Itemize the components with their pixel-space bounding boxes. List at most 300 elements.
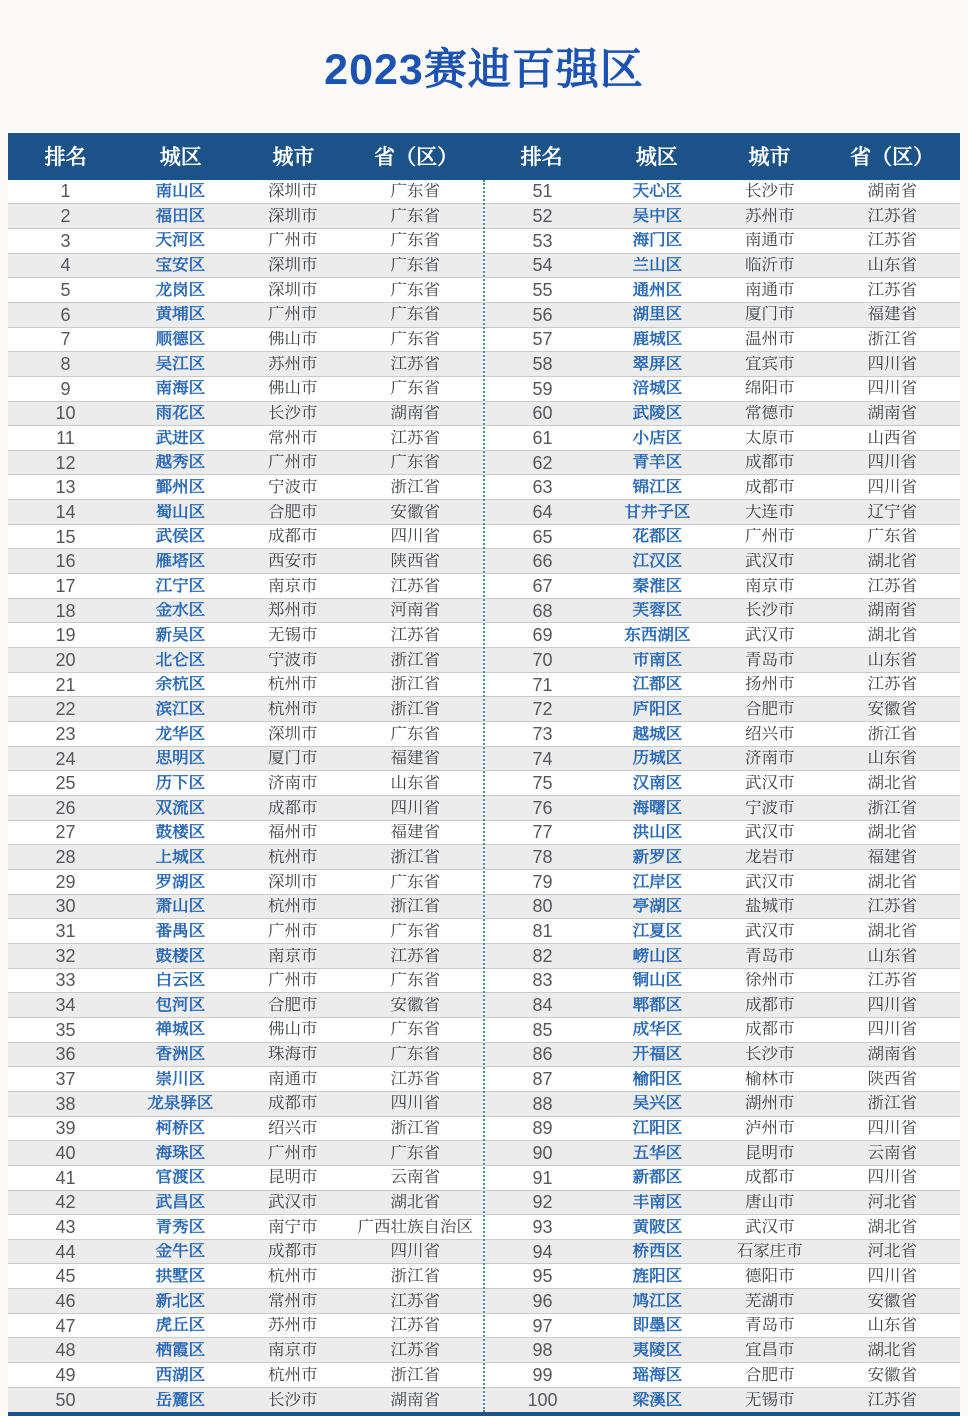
district-cell: 宝安区: [155, 257, 206, 274]
table-row: [485, 303, 960, 328]
province-cell: 湖南省: [867, 1046, 918, 1063]
city-cell: 南京市: [267, 1342, 318, 1359]
col-header-district: 城区: [635, 146, 678, 170]
district-cell: 鼓楼区: [155, 824, 206, 841]
province-cell: 江苏省: [390, 355, 441, 373]
table-row: [485, 204, 960, 229]
province-cell: 江苏省: [390, 947, 441, 965]
rank-cell: 100: [527, 1391, 558, 1410]
province-cell: 湖南省: [390, 1391, 441, 1409]
district-cell: 榆阳区: [632, 1070, 683, 1088]
rank-cell: 24: [55, 749, 76, 768]
rank-cell: 39: [55, 1119, 76, 1138]
rank-cell: 43: [55, 1217, 76, 1236]
province-cell: 江苏省: [867, 1391, 918, 1409]
province-cell: 安徽省: [390, 503, 441, 521]
province-cell: 安徽省: [867, 700, 918, 718]
rank-cell: 14: [55, 502, 76, 521]
district-cell: 鄞州区: [155, 479, 206, 496]
city-cell: 成都市: [744, 454, 795, 471]
province-cell: 广东省: [390, 281, 441, 299]
table-row: [485, 451, 960, 476]
district-cell: 番禺区: [155, 922, 206, 940]
city-cell: 深圳市: [267, 207, 318, 225]
district-cell: 东西湖区: [624, 626, 691, 644]
rank-cell: 11: [56, 428, 75, 447]
table-row: [8, 648, 483, 673]
table-body: [8, 180, 960, 1413]
province-cell: 广东省: [390, 331, 441, 348]
city-cell: 杭州市: [267, 676, 318, 693]
table-row: [8, 303, 483, 328]
city-cell: 无锡市: [744, 1391, 795, 1409]
province-cell: 福建省: [390, 824, 441, 841]
table-row: [485, 1043, 960, 1068]
rank-cell: 50: [55, 1391, 76, 1410]
rank-cell: 33: [55, 971, 76, 990]
province-cell: 广东省: [390, 725, 441, 743]
city-cell: 青岛市: [744, 947, 795, 965]
province-cell: 广东省: [390, 306, 441, 323]
city-cell: 常州市: [267, 1292, 318, 1310]
province-cell: 江苏省: [867, 676, 918, 693]
col-header-province: 省（区）: [850, 146, 935, 170]
district-cell: 海曙区: [632, 799, 683, 817]
rank-cell: 84: [532, 996, 553, 1015]
city-cell: 合肥市: [267, 503, 318, 521]
city-cell: 长沙市: [267, 1391, 318, 1409]
province-cell: 广东省: [390, 232, 441, 249]
province-cell: 湖北省: [867, 873, 918, 891]
district-cell: 芙蓉区: [632, 602, 683, 619]
table-row: [485, 993, 960, 1018]
rank-cell: 19: [55, 626, 76, 645]
district-cell: 吴中区: [632, 207, 683, 225]
district-cell: 海珠区: [155, 1144, 206, 1162]
province-cell: 江苏省: [867, 972, 918, 989]
table-row: [8, 451, 483, 476]
city-cell: 长沙市: [744, 183, 795, 200]
rank-cell: 29: [55, 872, 76, 891]
district-cell: 香洲区: [155, 1046, 206, 1063]
province-cell: 湖北省: [867, 824, 918, 841]
city-cell: 芜湖市: [744, 1292, 795, 1310]
table-header-left: [8, 133, 484, 180]
city-cell: 武汉市: [744, 873, 795, 891]
district-cell: 市南区: [632, 651, 683, 669]
province-cell: 山东省: [867, 257, 918, 274]
table-row: [8, 352, 483, 377]
rank-cell: 2: [60, 207, 71, 226]
district-cell: 江宁区: [155, 577, 206, 595]
district-cell: 旌阳区: [632, 1268, 683, 1285]
rank-cell: 71: [532, 675, 553, 694]
district-cell: 江都区: [632, 676, 683, 693]
province-cell: 河北省: [867, 1243, 918, 1260]
district-cell: 越秀区: [155, 454, 206, 471]
city-cell: 珠海市: [267, 1046, 318, 1063]
province-cell: 山东省: [867, 651, 918, 669]
city-cell: 武汉市: [744, 553, 795, 570]
district-cell: 五华区: [632, 1144, 683, 1162]
table-row: [485, 328, 960, 353]
district-cell: 上城区: [155, 848, 206, 866]
rank-cell: 40: [55, 1144, 76, 1163]
city-cell: 临沂市: [744, 257, 795, 274]
district-cell: 历下区: [155, 774, 206, 792]
col-header-district: 城区: [159, 146, 202, 170]
table-row: [485, 796, 960, 821]
province-cell: 浙江省: [390, 1366, 441, 1384]
district-cell: 湖里区: [632, 306, 683, 323]
table-row: [485, 475, 960, 500]
col-header-rank: 排名: [44, 146, 87, 170]
province-cell: 四川省: [867, 1169, 918, 1186]
province-cell: 四川省: [867, 380, 918, 397]
city-cell: 深圳市: [267, 183, 318, 200]
province-cell: 浙江省: [390, 1120, 441, 1137]
city-cell: 长沙市: [744, 1046, 795, 1063]
city-cell: 合肥市: [744, 1366, 795, 1384]
province-cell: 山东省: [867, 1317, 918, 1334]
rank-cell: 25: [55, 774, 76, 793]
district-cell: 汉南区: [632, 774, 683, 792]
district-cell: 包河区: [155, 996, 206, 1014]
city-cell: 厦门市: [744, 306, 795, 323]
city-cell: 成都市: [267, 1243, 318, 1260]
city-cell: 南京市: [744, 577, 795, 595]
province-cell: 湖北省: [867, 626, 918, 644]
district-cell: 官渡区: [155, 1169, 206, 1186]
district-cell: 新都区: [632, 1169, 683, 1186]
district-cell: 黄埔区: [155, 306, 206, 323]
rank-cell: 1: [60, 182, 71, 201]
city-cell: 常德市: [744, 405, 795, 422]
table-row: [485, 1363, 960, 1388]
rank-cell: 89: [532, 1119, 553, 1138]
province-cell: 广东省: [390, 454, 441, 471]
city-cell: 广州市: [267, 1144, 318, 1162]
city-cell: 徐州市: [744, 972, 795, 989]
rank-cell: 30: [55, 897, 76, 916]
rank-cell: 41: [55, 1168, 76, 1187]
city-cell: 西安市: [267, 553, 318, 570]
province-cell: 广东省: [390, 873, 441, 891]
province-cell: 江苏省: [390, 1070, 441, 1088]
district-cell: 吴江区: [155, 355, 206, 373]
city-cell: 济南市: [744, 750, 795, 767]
table-row: [8, 1314, 483, 1339]
district-cell: 南山区: [155, 183, 206, 200]
table-row: [485, 722, 960, 747]
province-cell: 山东省: [867, 750, 918, 767]
table-row: [8, 870, 483, 895]
table-row: [485, 1240, 960, 1265]
district-cell: 青羊区: [632, 454, 683, 471]
table-row: [485, 1067, 960, 1092]
table-row: [485, 229, 960, 254]
table-row: [8, 821, 483, 846]
table-row: [8, 771, 483, 796]
rank-cell: 61: [532, 428, 553, 447]
rank-cell: 12: [55, 453, 76, 472]
district-cell: 江阳区: [632, 1120, 683, 1137]
table-row: [8, 426, 483, 451]
table-row: [485, 500, 960, 525]
table-row: [8, 722, 483, 747]
rank-cell: 20: [55, 650, 76, 669]
city-cell: 合肥市: [267, 996, 318, 1014]
table-row: [485, 1314, 960, 1339]
city-cell: 南通市: [744, 232, 795, 249]
table-row: [485, 426, 960, 451]
rank-cell: 90: [532, 1144, 553, 1163]
city-cell: 宁波市: [267, 651, 318, 669]
table-row: [485, 697, 960, 722]
city-cell: 佛山市: [267, 331, 318, 348]
province-cell: 安徽省: [867, 1366, 918, 1384]
rank-cell: 55: [532, 281, 553, 300]
province-cell: 四川省: [867, 479, 918, 496]
district-cell: 鸠江区: [632, 1292, 683, 1310]
district-cell: 通州区: [632, 281, 683, 299]
city-cell: 龙岩市: [744, 848, 795, 866]
province-cell: 山东省: [390, 774, 441, 792]
city-cell: 扬州市: [744, 676, 795, 693]
rank-cell: 76: [532, 798, 553, 817]
city-cell: 广州市: [267, 232, 318, 249]
district-cell: 萧山区: [155, 898, 206, 915]
province-cell: 福建省: [867, 306, 918, 323]
district-cell: 龙岗区: [155, 281, 206, 299]
province-cell: 浙江省: [390, 479, 441, 496]
rank-cell: 15: [55, 527, 76, 546]
province-cell: 广东省: [390, 183, 441, 200]
table-row: [8, 1264, 483, 1289]
city-cell: 绍兴市: [267, 1120, 318, 1137]
district-cell: 余杭区: [155, 676, 206, 693]
city-cell: 厦门市: [267, 750, 318, 767]
rank-cell: 94: [532, 1242, 553, 1261]
rank-cell: 47: [55, 1316, 76, 1335]
table-row: [8, 1067, 483, 1092]
district-cell: 花都区: [632, 528, 683, 545]
rank-cell: 6: [60, 305, 71, 324]
table-row: [8, 1166, 483, 1191]
rank-cell: 79: [532, 872, 553, 891]
table-row: [8, 1240, 483, 1265]
city-cell: 广州市: [744, 528, 795, 545]
table-row: [8, 278, 483, 303]
table-row: [485, 525, 960, 550]
city-cell: 宜昌市: [744, 1342, 795, 1359]
table-row: [485, 944, 960, 969]
rank-cell: 57: [532, 330, 553, 349]
table-row: [8, 796, 483, 821]
district-cell: 江夏区: [632, 922, 683, 940]
col-header-city: 城市: [272, 146, 315, 170]
rank-cell: 51: [532, 182, 553, 201]
province-cell: 四川省: [390, 799, 441, 817]
district-cell: 历城区: [632, 750, 683, 767]
table-row: [485, 648, 960, 673]
province-cell: 江苏省: [867, 232, 918, 249]
province-cell: 江苏省: [390, 1317, 441, 1334]
rank-cell: 67: [532, 576, 553, 595]
province-cell: 湖北省: [867, 553, 918, 570]
district-cell: 金牛区: [155, 1243, 206, 1260]
rank-cell: 99: [532, 1365, 553, 1384]
province-cell: 浙江省: [390, 700, 441, 718]
rank-cell: 48: [55, 1341, 76, 1360]
province-cell: 河南省: [390, 602, 441, 619]
district-cell: 郫都区: [632, 996, 683, 1014]
city-cell: 成都市: [744, 479, 795, 496]
province-cell: 湖南省: [867, 183, 918, 200]
city-cell: 武汉市: [267, 1194, 318, 1211]
city-cell: 成都市: [267, 1095, 318, 1112]
district-cell: 新罗区: [632, 848, 683, 866]
rank-cell: 49: [55, 1365, 76, 1384]
city-cell: 无锡市: [267, 626, 318, 644]
province-cell: 湖北省: [867, 774, 918, 792]
city-cell: 青岛市: [744, 1317, 795, 1334]
table-row: [485, 919, 960, 944]
district-cell: 越城区: [632, 725, 683, 743]
table-row: [8, 993, 483, 1018]
table-row: [8, 1215, 483, 1240]
province-cell: 河北省: [867, 1194, 918, 1211]
rank-cell: 56: [532, 305, 553, 324]
rank-cell: 22: [55, 700, 76, 719]
rank-cell: 74: [532, 749, 553, 768]
city-cell: 湖州市: [744, 1095, 795, 1112]
district-cell: 涪城区: [632, 380, 683, 397]
table-row: [8, 328, 483, 353]
city-cell: 苏州市: [267, 355, 318, 373]
city-cell: 成都市: [744, 1169, 795, 1186]
province-cell: 云南省: [390, 1169, 441, 1186]
province-cell: 湖北省: [867, 1342, 918, 1359]
rank-cell: 18: [55, 601, 76, 620]
province-cell: 陕西省: [390, 553, 441, 570]
rank-cell: 3: [60, 231, 71, 250]
district-cell: 思明区: [155, 750, 206, 767]
province-cell: 四川省: [867, 454, 918, 471]
district-cell: 瑶海区: [632, 1366, 683, 1384]
city-cell: 长沙市: [744, 602, 795, 619]
table-row: [485, 1388, 960, 1413]
city-cell: 佛山市: [267, 380, 318, 397]
table-body-right: [483, 180, 960, 1413]
table-row: [485, 1092, 960, 1117]
province-cell: 四川省: [867, 996, 918, 1014]
rank-cell: 35: [55, 1020, 76, 1039]
district-cell: 崂山区: [632, 947, 683, 965]
rank-cell: 53: [532, 231, 553, 250]
city-cell: 长沙市: [267, 405, 318, 422]
province-cell: 江苏省: [390, 1292, 441, 1310]
district-cell: 北仑区: [155, 651, 206, 669]
city-cell: 深圳市: [267, 257, 318, 274]
table-row: [8, 845, 483, 870]
table-row: [8, 574, 483, 599]
rank-cell: 78: [532, 848, 553, 867]
rank-cell: 36: [55, 1045, 76, 1064]
rank-cell: 93: [532, 1217, 553, 1236]
table-header: [8, 133, 960, 180]
table-row: [8, 969, 483, 994]
rank-cell: 80: [532, 897, 553, 916]
table-row: [485, 377, 960, 402]
district-cell: 福田区: [155, 207, 206, 225]
table-row: [8, 229, 483, 254]
district-cell: 南海区: [155, 380, 206, 397]
province-cell: 江苏省: [390, 577, 441, 595]
district-cell: 蜀山区: [155, 503, 206, 521]
province-cell: 广东省: [390, 1021, 441, 1038]
table-row: [8, 1092, 483, 1117]
table-row: [8, 377, 483, 402]
ranking-table: [8, 133, 960, 1416]
rank-cell: 26: [55, 798, 76, 817]
city-cell: 南宁市: [267, 1218, 318, 1236]
rank-cell: 28: [55, 848, 76, 867]
province-cell: 浙江省: [867, 725, 918, 743]
district-cell: 柯桥区: [155, 1120, 206, 1137]
city-cell: 宁波市: [267, 479, 318, 496]
city-cell: 青岛市: [744, 651, 795, 669]
province-cell: 辽宁省: [867, 503, 918, 521]
province-cell: 福建省: [390, 750, 441, 767]
rank-cell: 46: [55, 1291, 76, 1310]
province-cell: 湖北省: [390, 1194, 441, 1211]
rank-cell: 82: [532, 946, 553, 965]
province-cell: 江苏省: [390, 1342, 441, 1359]
rank-cell: 66: [532, 552, 553, 571]
table-row: [8, 1117, 483, 1142]
rank-cell: 44: [55, 1242, 76, 1261]
table-row: [8, 747, 483, 772]
table-row: [485, 1338, 960, 1363]
district-cell: 武侯区: [155, 528, 206, 545]
province-cell: 广东省: [390, 1046, 441, 1063]
rank-cell: 65: [532, 527, 553, 546]
province-cell: 山西省: [867, 429, 918, 447]
district-cell: 崇川区: [155, 1070, 206, 1088]
table-row: [485, 969, 960, 994]
rank-cell: 62: [532, 453, 553, 472]
district-cell: 雁塔区: [155, 553, 206, 570]
table-row: [485, 845, 960, 870]
rank-cell: 81: [532, 922, 553, 941]
table-row: [8, 673, 483, 698]
city-cell: 武汉市: [744, 1218, 795, 1236]
district-cell: 雨花区: [155, 405, 206, 422]
province-cell: 四川省: [390, 1095, 441, 1112]
city-cell: 广州市: [267, 306, 318, 323]
province-cell: 安徽省: [390, 996, 441, 1014]
table-row: [8, 204, 483, 229]
table-row: [485, 1191, 960, 1216]
province-cell: 浙江省: [867, 1095, 918, 1112]
rank-cell: 9: [60, 379, 71, 398]
rank-cell: 92: [532, 1193, 553, 1212]
city-cell: 绍兴市: [744, 725, 795, 743]
district-cell: 虎丘区: [155, 1317, 206, 1334]
city-cell: 南京市: [267, 947, 318, 965]
city-cell: 杭州市: [267, 898, 318, 915]
